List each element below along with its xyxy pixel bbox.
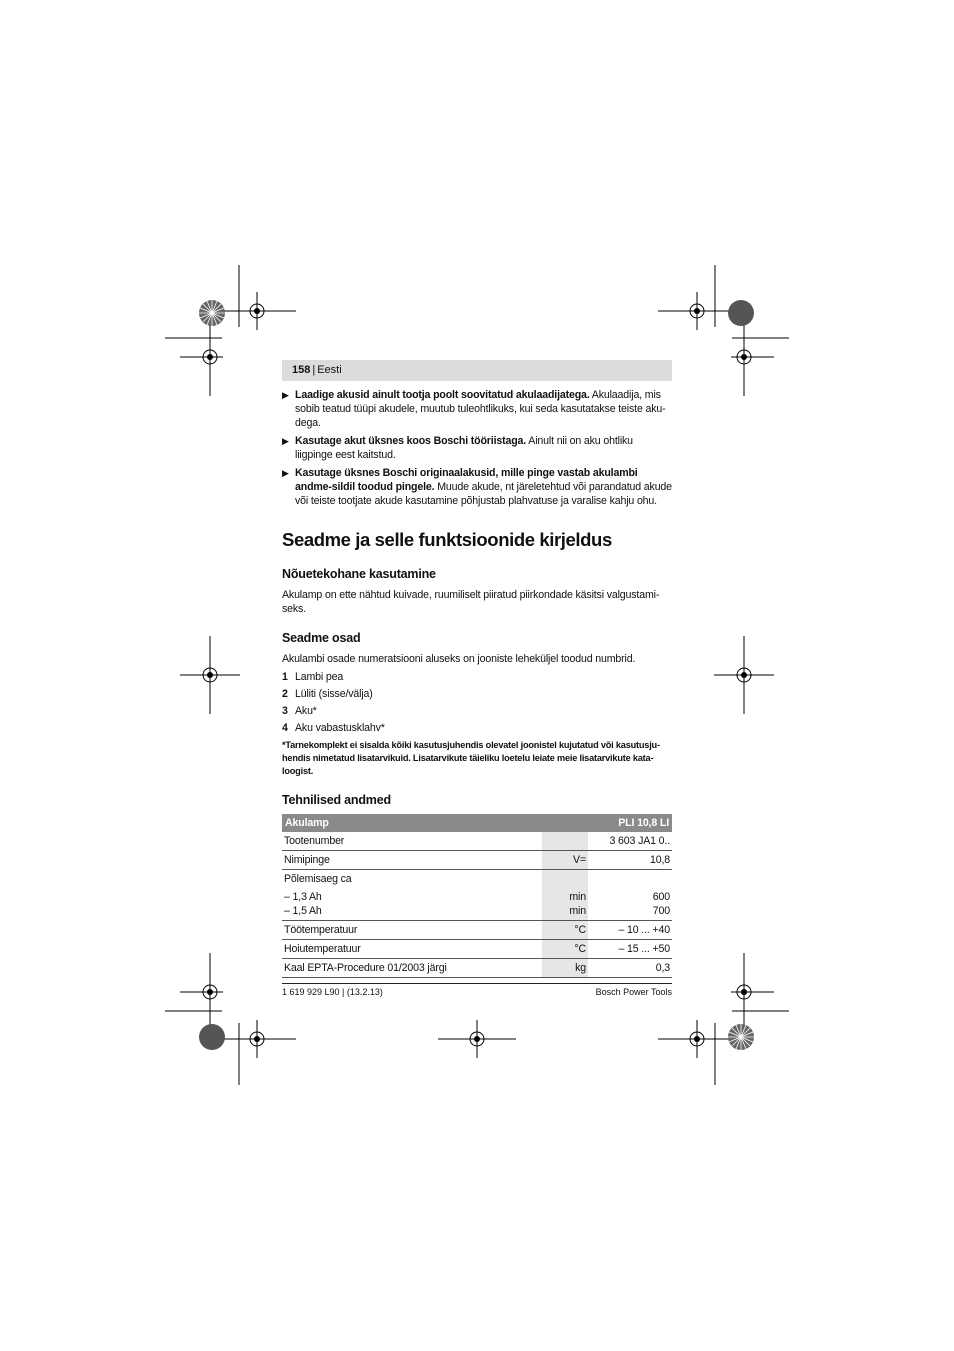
section-title: Seadme ja selle funktsioonide kirjeldus [282,529,612,550]
components-intro: Akulambi osade numeratsiooni aluseks on jooniste leheküljel toodud numbrid. [282,653,636,665]
safety-bullet [282,388,672,430]
table-row [282,904,672,921]
table-row [282,870,672,891]
page-header: 158 | Eesti [282,360,672,381]
bullet-bold-text: Kasutage üksnes Boschi originaalakusid, mille pinge vastab akulambi andme-sildil toodud pingele. [295,467,638,493]
table-row [282,851,672,870]
table-row [282,959,672,978]
item-label: Aku* [295,705,317,717]
components-list [282,670,672,735]
row-unit: °C [542,921,588,940]
row-label: Tootenumber [282,832,542,851]
intended-use-heading: Nõuetekohane kasutamine [282,567,436,581]
row-value: 10,8 [588,851,672,870]
table-header-right: PLI 10,8 LI [588,814,672,832]
list-item [282,687,672,701]
item-label: Aku vabastusklahv* [295,722,385,734]
safety-bullet [282,434,672,462]
row-label: Hoiutemperatuur [282,940,542,959]
components-heading: Seadme osad [282,631,361,645]
table-header-left: Akulamp [282,814,588,832]
technical-data-table [282,814,672,978]
row-value: 3 603 JA1 0.. [588,832,672,851]
row-unit [542,832,588,851]
table-row [282,940,672,959]
row-unit: min [542,890,588,904]
header-language: Eesti [317,364,342,376]
table-row [282,921,672,940]
page-number: 158 [292,364,311,376]
row-unit: kg [542,959,588,978]
row-label: – 1,3 Ah [284,891,322,903]
row-value: 0,3 [588,959,672,978]
intended-use-text: Akulamp on ette nähtud kuivade, ruumiliselt piiratud piirkondade käsitsi valgustami-seks. [282,589,660,615]
components-footnote: *Tarnekomplekt ei sisalda kõiki kasutusjuhendis olevatel joonistel kujutatud või kasutusju-hendis nimetatud lisatarvikuid. Lisatarvikute täieliku loetelu leiate meie lisatarvikute kata-loogist. [282,740,660,776]
row-label: – 1,5 Ah [282,904,542,921]
list-item [282,721,672,735]
item-label: Lambi pea [295,671,344,683]
triangle-bullet-icon: ▶ [282,468,289,478]
row-unit: V= [542,851,588,870]
row-value [588,870,672,891]
item-number: 4 [282,722,288,734]
bullet-text: Muude akude, nt järeletehtud või parandatud akude või teiste tootjate akude kasutamine põhjustab plahvatuse ja varalise kahju ohu. [295,481,672,507]
page-footer [282,983,672,997]
row-label: Töötemperatuur [282,921,542,940]
row-value: – 10 ... +40 [588,921,672,940]
safety-bullet [282,466,672,508]
table-row [282,890,672,904]
row-label: Kaal EPTA-Procedure 01/2003 järgi [282,959,542,978]
list-item [282,704,672,718]
bullet-bold-text: Laadige akusid ainult tootja poolt soovitatud akulaadijatega. [295,389,590,401]
triangle-bullet-icon: ▶ [282,390,289,400]
item-number: 1 [282,671,288,683]
row-value: – 15 ... +50 [588,940,672,959]
item-label: Lüliti (sisse/välja) [295,688,373,700]
row-unit [542,870,588,891]
row-value: 600 [652,891,670,903]
table-header-row [282,814,672,832]
page-content [282,388,672,978]
bullet-text: Akulaadija, mis sobib teatud tüüpi akudele, muutub tuleohtlikuks, kui seda kasutatakse teiste aku-dega. [295,389,666,429]
bullet-bold-text: Kasutage akut üksnes koos Boschi tööriistaga. [295,435,527,447]
row-label: Põlemisaeg ca [284,873,352,885]
table-row [282,832,672,851]
bullet-text: Ainult nii on aku ohtliku liigpinge eest kaitstud. [295,435,633,461]
footer-brand: Bosch Power Tools [595,987,672,997]
row-value: 700 [588,904,672,921]
row-label: Nimipinge [282,851,542,870]
item-number: 3 [282,705,288,717]
star-target-icon [199,300,225,326]
footer-doc-number: 1 619 929 L90 | (13.2.13) [282,987,383,997]
row-unit: min [542,904,588,921]
row-unit: °C [542,940,588,959]
list-item [282,670,672,684]
item-number: 2 [282,688,288,700]
technical-heading: Tehnilised andmed [282,793,391,807]
triangle-bullet-icon: ▶ [282,436,289,446]
